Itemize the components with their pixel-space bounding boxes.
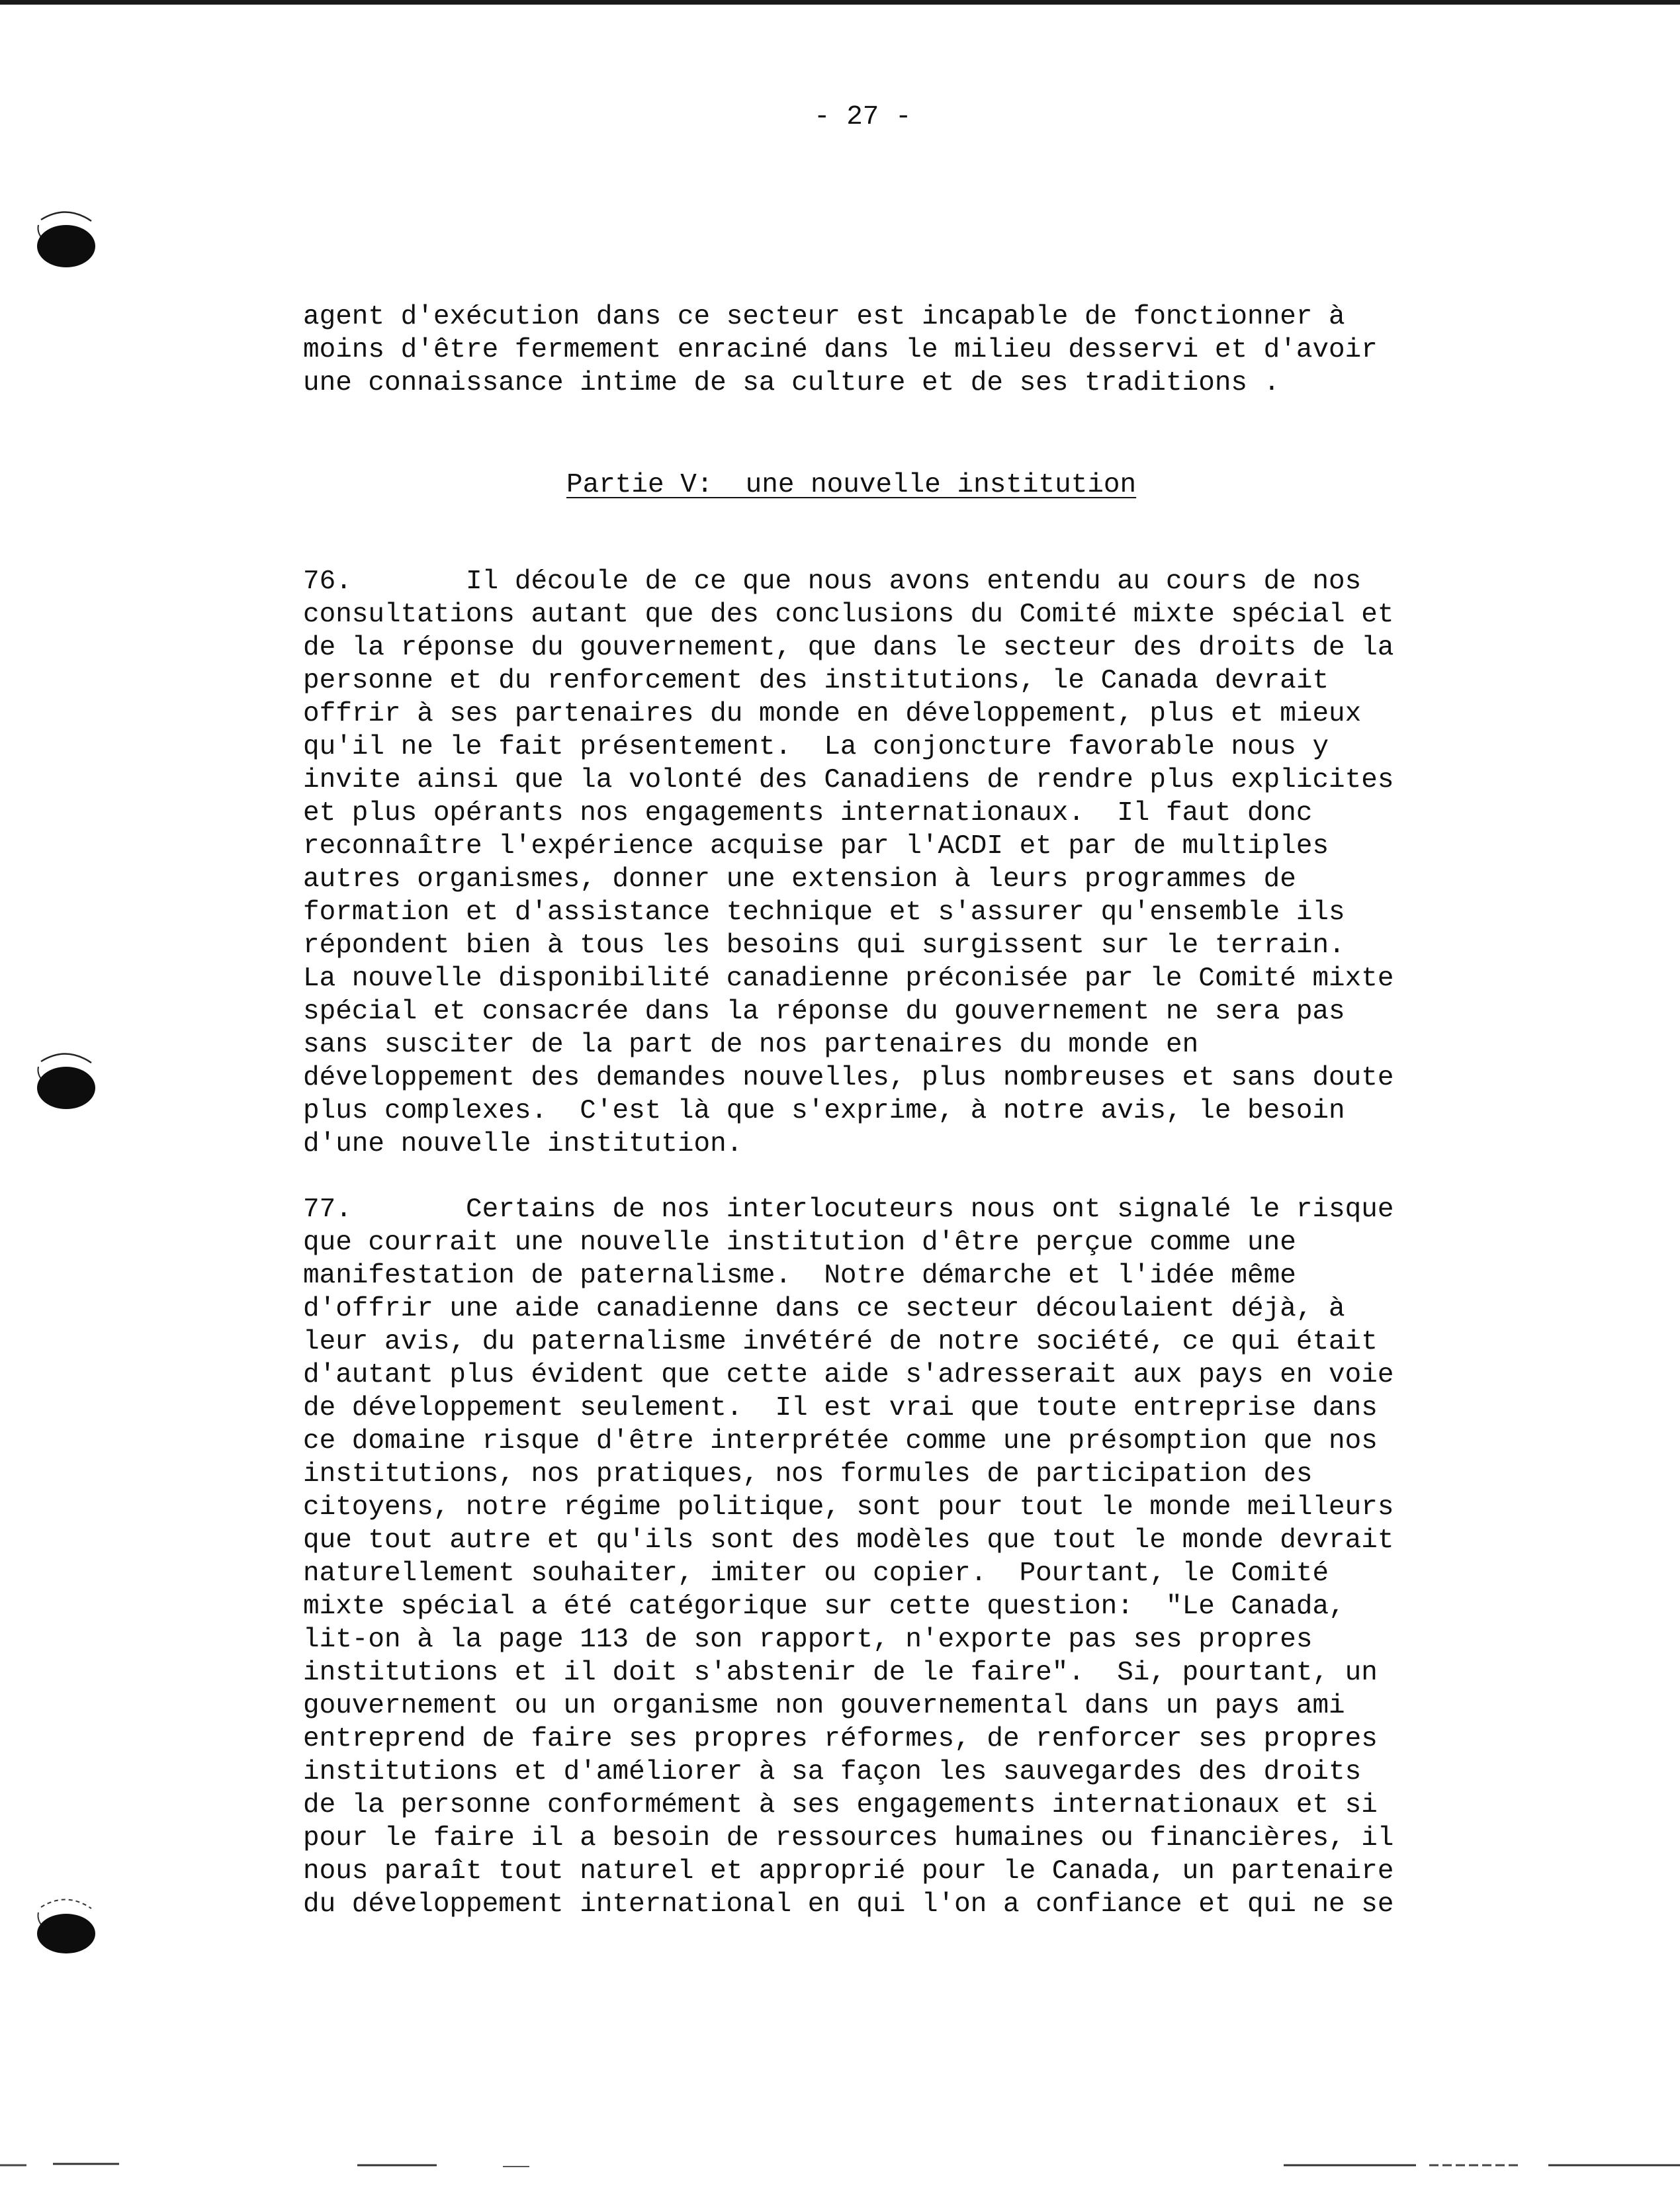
text-line: moins d'être fermement enraciné dans le milieu desservi et d'avoir (303, 335, 1378, 365)
section-heading: Partie V: une nouvelle institution (566, 470, 1137, 500)
text-line: du développement international en qui l'on a confiance et qui ne se (303, 1889, 1394, 1920)
text-line: consultations autant que des conclusions du Comité mixte spécial et (303, 600, 1394, 630)
text-line: manifestation de paternalisme. Notre démarche et l'idée même (303, 1261, 1296, 1291)
text-line: spécial et consacrée dans la réponse du gouvernement ne sera pas (303, 997, 1345, 1027)
text-line: que courrait une nouvelle institution d'être perçue comme une (303, 1228, 1296, 1258)
punch-hole-mark-middle (26, 1040, 106, 1120)
text-line: formation et d'assistance technique et s'assurer qu'ensemble ils (303, 897, 1345, 928)
text-line: et plus opérants nos engagements internationaux. Il faut donc (303, 798, 1313, 829)
paragraph-77 (303, 1193, 1428, 1921)
text-line: d'une nouvelle institution. (303, 1129, 743, 1159)
text-line: développement des demandes nouvelles, plus nombreuses et sans doute (303, 1063, 1394, 1093)
text-line: que tout autre et qu'ils sont des modèles que tout le monde devrait (303, 1525, 1394, 1556)
text-line: gouvernement ou un organisme non gouvernemental dans un pays ami (303, 1691, 1345, 1721)
text-line: mixte spécial a été catégorique sur cette question: "Le Canada, (303, 1591, 1345, 1622)
text-line: lit-on à la page 113 de son rapport, n'exporte pas ses propres (303, 1625, 1313, 1655)
intro-paragraph (303, 300, 1428, 400)
text-line: naturellement souhaiter, imiter ou copier. Pourtant, le Comité (303, 1558, 1329, 1589)
text-line: personne et du renforcement des institutions, le Canada devrait (303, 666, 1329, 696)
text-line: de la personne conformément à ses engagements internationaux et si (303, 1790, 1378, 1820)
text-line: de la réponse du gouvernement, que dans le secteur des droits de la (303, 633, 1394, 663)
text-line: d'offrir une aide canadienne dans ce secteur découlaient déjà, à (303, 1294, 1345, 1324)
text-line: 76. Il découle de ce que nous avons entendu au cours de nos (303, 566, 1362, 597)
text-line: institutions, nos pratiques, nos formules de participation des (303, 1459, 1313, 1490)
text-line: agent d'exécution dans ce secteur est incapable de fonctionner à (303, 302, 1345, 332)
text-line: institutions et il doit s'abstenir de le faire". Si, pourtant, un (303, 1658, 1378, 1688)
text-line: entreprend de faire ses propres réformes, de renforcer ses propres (303, 1724, 1378, 1754)
text-line: une connaissance intime de sa culture et de ses traditions . (303, 368, 1280, 398)
paragraph-76 (303, 565, 1428, 1161)
text-line: plus complexes. C'est là que s'exprime, à notre avis, le besoin (303, 1096, 1345, 1126)
punch-hole-mark-bottom (26, 1886, 106, 1965)
text-line: invite ainsi que la volonté des Canadiens de rendre plus explicites (303, 765, 1394, 795)
text-line: répondent bien à tous les besoins qui surgissent sur le terrain. (303, 930, 1345, 961)
text-line: reconnaître l'expérience acquise par l'ACDI et par de multiples (303, 831, 1329, 862)
text-line: ce domaine risque d'être interprétée comme une présomption que nos (303, 1426, 1378, 1456)
text-line: La nouvelle disponibilité canadienne préconisée par le Comité mixte (303, 963, 1394, 994)
text-line: autres organismes, donner une extension à leurs programmes de (303, 864, 1296, 895)
text-line: de développement seulement. Il est vrai que toute entreprise dans (303, 1393, 1378, 1423)
text-line: pour le faire il a besoin de ressources humaines ou financières, il (303, 1823, 1394, 1854)
text-line: nous paraît tout naturel et approprié pour le Canada, un partenaire (303, 1856, 1394, 1887)
text-line: institutions et d'améliorer à sa façon les sauvegardes des droits (303, 1757, 1362, 1787)
text-line: citoyens, notre régime politique, sont pour tout le monde meilleurs (303, 1492, 1394, 1523)
text-line: leur avis, du paternalisme invétéré de notre société, ce qui était (303, 1327, 1378, 1357)
text-line: qu'il ne le fait présentement. La conjoncture favorable nous y (303, 732, 1329, 762)
scan-edge-marks (0, 2157, 1680, 2177)
page-top-border (0, 0, 1680, 5)
punch-hole-mark-top (26, 199, 106, 278)
text-line: d'autant plus évident que cette aide s'adresserait aux pays en voie (303, 1360, 1394, 1390)
page-number: - 27 - (814, 102, 912, 132)
text-line: 77. Certains de nos interlocuteurs nous ont signalé le risque (303, 1194, 1394, 1225)
text-line: sans susciter de la part de nos partenaires du monde en (303, 1030, 1199, 1060)
text-line: offrir à ses partenaires du monde en développement, plus et mieux (303, 699, 1362, 729)
